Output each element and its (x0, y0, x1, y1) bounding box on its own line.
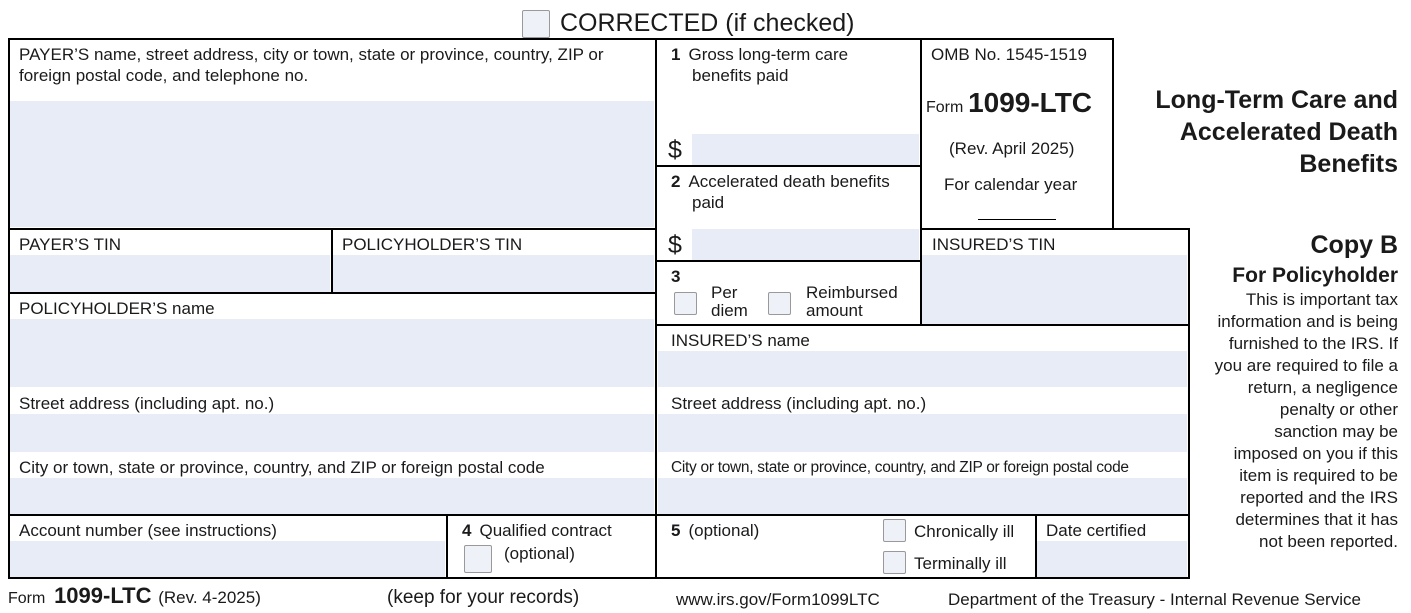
box1-label: 1 Gross long-term care (671, 45, 849, 64)
corrected-checkbox[interactable] (522, 10, 550, 38)
form-revision: (Rev. April 2025) (949, 139, 1075, 158)
calendar-year-label: For calendar year (944, 175, 1078, 194)
box5-chronically-ill-label: Chronically ill (914, 522, 1015, 541)
account-number-label: Account number (see instructions) (19, 521, 277, 540)
footer-form-id: Form 1099-LTC (Rev. 4-2025) (8, 583, 261, 608)
account-number-field[interactable] (10, 541, 445, 577)
policyholder-name-label: POLICYHOLDER’S name (19, 299, 215, 318)
box5-terminally-ill-checkbox[interactable] (883, 551, 906, 574)
payer-tin-label: PAYER’S TIN (19, 235, 122, 254)
policyholder-tin-label: POLICYHOLDER’S TIN (342, 235, 523, 254)
copy-b-heading: Copy B (1310, 231, 1398, 259)
corrected-label: CORRECTED (if checked) (560, 9, 855, 37)
box3-number: 3 (671, 267, 681, 286)
box2-amount-field[interactable] (692, 229, 919, 260)
insured-name-field[interactable] (658, 351, 1187, 387)
insured-street-field[interactable] (658, 414, 1187, 452)
footer-department: Department of the Treasury - Internal Revenue Service (948, 590, 1361, 609)
policyholder-city-label: City or town, state or province, country, and ZIP or foreign postal code (19, 458, 545, 477)
policyholder-name-field[interactable] (10, 319, 654, 387)
box4-number: 4 (462, 521, 472, 540)
box3-per-diem-label: Per diem (711, 283, 748, 320)
policyholder-street-field[interactable] (10, 414, 654, 452)
box2-number: 2 (671, 172, 681, 191)
box4-qualified-contract-checkbox[interactable] (464, 545, 492, 573)
box5-chronically-ill-checkbox[interactable] (883, 519, 906, 542)
insured-city-label: City or town, state or province, country, and ZIP or foreign postal code (671, 459, 1129, 476)
footer-url[interactable]: www.irs.gov/Form1099LTC (676, 590, 880, 609)
payer-info-label: PAYER’S name, street address, city or town, state or province, country, ZIP or foreign postal code, and telephone no. (19, 45, 604, 85)
copy-b-subheading: For Policyholder (1232, 264, 1398, 287)
box4-label: 4 Qualified contract (462, 521, 612, 540)
insured-name-label: INSURED’S name (671, 331, 810, 350)
form-title: Long-Term Care and Accelerated Death Benefits (1155, 86, 1398, 178)
box5-terminally-ill-label: Terminally ill (914, 554, 1007, 573)
box1-amount-field[interactable] (692, 134, 919, 165)
policyholder-tin-field[interactable] (333, 255, 654, 292)
box4-optional-label: (optional) (504, 544, 575, 563)
payer-tin-field[interactable] (10, 255, 330, 292)
insured-tin-field[interactable] (922, 255, 1187, 324)
payer-info-field[interactable] (10, 101, 654, 227)
box5-number: 5 (671, 521, 681, 540)
date-certified-field[interactable] (1037, 541, 1187, 577)
policyholder-street-label: Street address (including apt. no.) (19, 394, 275, 413)
date-certified-label: Date certified (1046, 521, 1147, 540)
box3-per-diem-checkbox[interactable] (674, 292, 697, 315)
box2-dollar-sign: $ (668, 231, 682, 259)
box2-label-line2: paid (692, 193, 725, 212)
insured-tin-label: INSURED’S TIN (932, 235, 1056, 254)
footer-keep-records: (keep for your records) (387, 587, 580, 608)
insured-city-field[interactable] (658, 478, 1187, 514)
form-id: Form 1099-LTC (926, 87, 1093, 118)
copy-b-notice: This is important tax information and is being furnished to the IRS. If you are required to file a return, a negligence penalty or other sanction may be imposed on you if this item is required to be reported and the IRS determines that it has not been reported. (1214, 290, 1398, 551)
box1-number: 1 (671, 45, 681, 64)
box3-reimbursed-checkbox[interactable] (768, 292, 791, 315)
calendar-year-field[interactable] (978, 197, 1056, 220)
box5-label: 5 (optional) (671, 521, 760, 540)
box1-dollar-sign: $ (668, 136, 682, 164)
omb-number: OMB No. 1545-1519 (931, 45, 1087, 64)
policyholder-city-field[interactable] (10, 478, 654, 514)
insured-street-label: Street address (including apt. no.) (671, 394, 927, 413)
box2-label: 2 Accelerated death benefits (671, 172, 890, 191)
box1-label-line2: benefits paid (692, 66, 789, 85)
box5-optional-field[interactable] (658, 543, 873, 576)
box3-reimbursed-label: Reimbursed amount (806, 283, 898, 320)
